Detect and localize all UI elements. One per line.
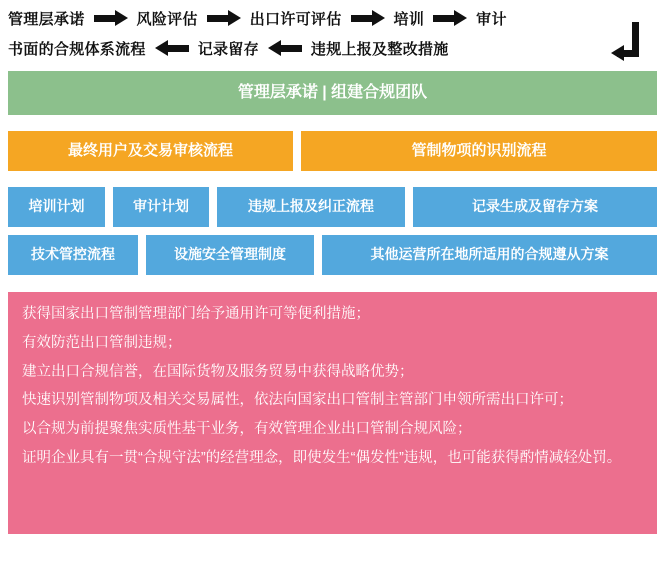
block-management-commitment-team: 管理层承诺 | 组建合规团队 (8, 71, 657, 115)
benefit-line: 获得国家出口管制管理部门给予通用许可等便利措施； (22, 306, 370, 322)
arrow-wrap-elbow-icon (611, 22, 657, 64)
block-controlled-items-identification: 管制物项的识别流程 (301, 131, 657, 171)
arrow-right-icon (351, 10, 385, 26)
flow-step-management-commitment: 管理层承诺 (8, 10, 85, 28)
benefit-line: 以合规为前提聚焦实质性基干业务，有效管理企业出口管制合规风险； (22, 421, 472, 437)
blue-band-second-row (8, 235, 657, 275)
benefit-line: 建立出口合规信誉，在国际货物及服务贸易中获得战略优势； (22, 363, 414, 380)
process-flow-row-1 (8, 4, 657, 32)
flow-step-record-retention: 记录留存 (197, 40, 259, 58)
flow-step-violation-reporting: 违规上报及整改措施 (310, 40, 449, 58)
block-audit-plan: 审计计划 (113, 187, 209, 227)
block-technology-control: 技术管控流程 (8, 235, 138, 275)
process-flow-row-2 (8, 34, 657, 62)
benefits-panel (8, 292, 657, 534)
flow-step-training: 培训 (393, 10, 425, 28)
flow-step-risk-assessment: 风险评估 (136, 10, 198, 28)
commitment-band (8, 71, 657, 115)
arrow-right-icon (94, 10, 128, 26)
blue-band-first-row (8, 187, 657, 227)
benefit-line: 有效防范出口管制违规； (22, 334, 182, 351)
flow-step-written-compliance-process: 书面的合规体系流程 (8, 40, 146, 58)
block-training-plan: 培训计划 (8, 187, 105, 227)
orange-band (8, 131, 657, 171)
benefit-line: 证明企业具有一贯“合规守法”的经营理念，即使发生“偶发性”违规，也可能获得酌情减轻处罚。 (22, 449, 622, 466)
block-end-user-transaction-review: 最终用户及交易审核流程 (8, 131, 293, 171)
arrow-left-icon (155, 40, 189, 56)
arrow-left-icon (268, 40, 302, 56)
block-record-generation-retention: 记录生成及留存方案 (413, 187, 657, 227)
benefit-line: 快速识别管制物项及相关交易属性，依法向国家出口管制主管部门申领所需出口许可； (22, 392, 573, 409)
flow-step-license-assessment: 出口许可评估 (249, 10, 342, 28)
block-facility-security-management: 设施安全管理制度 (146, 235, 314, 275)
flow-step-audit: 审计 (476, 10, 507, 28)
block-other-jurisdiction-compliance: 其他运营所在地所适用的合规遵从方案 (322, 235, 657, 275)
block-violation-reporting-correction: 违规上报及纠正流程 (217, 187, 405, 227)
arrow-right-icon (207, 10, 241, 26)
arrow-right-icon (433, 10, 467, 26)
